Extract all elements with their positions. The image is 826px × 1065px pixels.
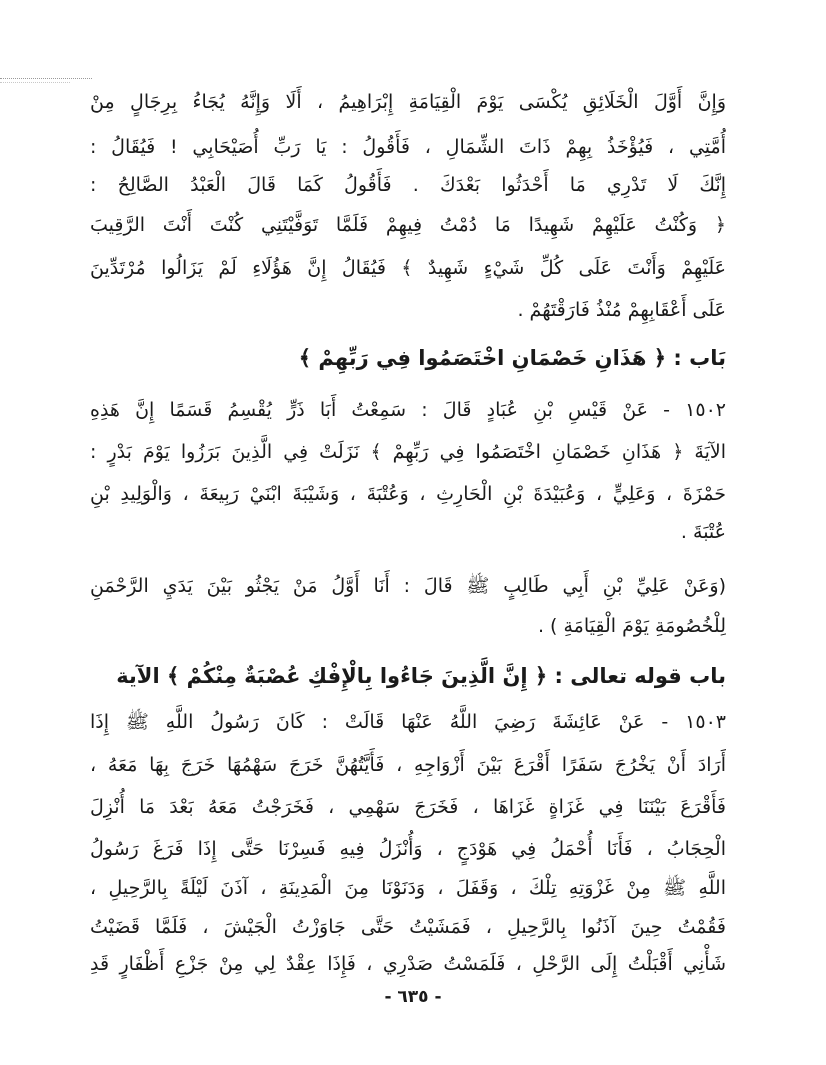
text-line: ١٥٠٢ - عَنْ قَيْسِ بْنِ عُبَادٍ قَالَ : سَمِعْتُ أَبَا ذَرٍّ يُقْسِمُ قَسَمًا إِنَّ هَذِهِ — [90, 399, 726, 421]
text-line: فَقُمْتُ حِينَ آذَنُوا بِالرَّحِيلِ ، فَمَشَيْتُ حَتَّى جَاوَزْتُ الْجَيْشَ ، فَلَمَّا قَضَيْتُ — [90, 916, 726, 938]
chapter-heading: بَاب : ﴿ هَذَانِ خَصْمَانِ اخْتَصَمُوا فِي رَبِّهِمْ ﴾ — [298, 346, 726, 370]
chapter-heading: باب قوله تعالى : ﴿ إِنَّ الَّذِينَ جَاءُوا بِالْإِفْكِ عُصْبَةٌ مِنْكُمْ ﴾ الآية — [116, 664, 726, 688]
text-line: إِنَّكَ لَا تَدْرِي مَا أَحْدَثُوا بَعْدَكَ . فَأَقُولُ كَمَا قَالَ الْعَبْدُ الصَّالِحُ : — [90, 174, 726, 196]
text-line: أُمَّتِي ، فَيُؤْخَذُ بِهِمْ ذَاتَ الشِّمَالِ ، فَأَقُولُ : يَا رَبِّ أُصَيْحَابِي ! فَيُقَالُ : — [90, 136, 726, 158]
text-line: حَمْزَةَ ، وَعَلِيٍّ ، وَعُبَيْدَةَ بْنِ الْحَارِثِ ، وَعُتْبَةَ ، وَشَيْبَةَ ابْنَيْ رَبِيعَةَ ، وَالْوَلِيدِ بْنِ — [90, 483, 726, 505]
text-line: لِلْخُصُومَةِ يَوْمَ الْقِيَامَةِ ) . — [537, 615, 726, 637]
text-line: الآيَةَ ﴿ هَذَانِ خَصْمَانِ اخْتَصَمُوا فِي رَبِّهِمْ ﴾ نَزَلَتْ فِي الَّذِينَ بَرَزُوا يَوْمَ بَدْرٍ : — [90, 441, 726, 463]
text-line: ١٥٠٣ - عَنْ عَائِشَةَ رَضِيَ اللَّهُ عَنْهَا قَالَتْ : كَانَ رَسُولُ اللَّهِ ﷺ إِذَا — [90, 711, 726, 733]
text-line: وَإِنَّ أَوَّلَ الْخَلَائِقِ يُكْسَى يَوْمَ الْقِيَامَةِ إِبْرَاهِيمُ ، أَلَا وَإِنَّهُ يُجَاءُ بِرِجَالٍ مِنْ — [90, 91, 726, 113]
scan-edge-mark — [0, 82, 70, 83]
text-line: اللَّهِ ﷺ مِنْ غَزْوَتِهِ تِلْكَ ، وَقَفَلَ ، وَدَنَوْنَا مِنَ الْمَدِينَةِ ، آذَنَ لَيْلَةً بِالرَّحِيلِ ، — [90, 877, 726, 899]
text-line: عَلَيْهِمْ وَأَنْتَ عَلَى كُلِّ شَيْءٍ شَهِيدٌ ﴾ فَيُقَالُ إِنَّ هَؤُلَاءِ لَمْ يَزَالُوا مُرْتَدِّينَ — [90, 257, 726, 279]
text-line: أَرَادَ أَنْ يَخْرُجَ سَفَرًا أَقْرَعَ بَيْنَ أَزْوَاجِهِ ، فَأَيَّتُهُنَّ خَرَجَ سَهْمُهَا خَرَجَ بِهَا مَعَهُ ، — [90, 754, 726, 776]
page-number: - ٦٣٥ - — [384, 987, 442, 1007]
page-body — [90, 0, 726, 1065]
text-line: شَأْنِي أَقْبَلْتُ إِلَى الرَّحْلِ ، فَلَمَسْتُ صَدْرِي ، فَإِذَا عِقْدٌ لِي مِنْ جَزْعِ أَظْفَارٍ قَدِ — [90, 953, 726, 975]
text-line: فَأَقْرَعَ بَيْنَنَا فِي غَزَاةٍ غَزَاهَا ، فَخَرَجَ سَهْمِي ، فَخَرَجْتُ مَعَهُ بَعْدَ مَا أُنْزِلَ — [90, 796, 726, 818]
text-line: عَلَى أَعْقَابِهِمْ مُنْذُ فَارَقْتَهُمْ . — [517, 299, 726, 321]
text-line: (وَعَنْ عَلِيِّ بْنِ أَبِي طَالِبٍ ﷺ قَالَ : أَنَا أَوَّلُ مَنْ يَجْثُو بَيْنَ يَدَيِ الرَّحْمَنِ — [90, 575, 726, 597]
text-line: ﴿ وَكُنْتُ عَلَيْهِمْ شَهِيدًا مَا دُمْتُ فِيهِمْ فَلَمَّا تَوَفَّيْتَنِي كُنْتَ أَنْتَ الرَّقِيبَ — [90, 214, 726, 236]
text-line: عُتْبَةَ . — [680, 521, 726, 543]
text-line: الْحِجَابُ ، فَأَنَا أُحْمَلُ فِي هَوْدَجٍ ، وَأُنْزَلُ فِيهِ فَسِرْنَا حَتَّى إِذَا فَرَغَ رَسُولُ — [90, 838, 726, 860]
scan-edge-mark — [0, 78, 92, 79]
